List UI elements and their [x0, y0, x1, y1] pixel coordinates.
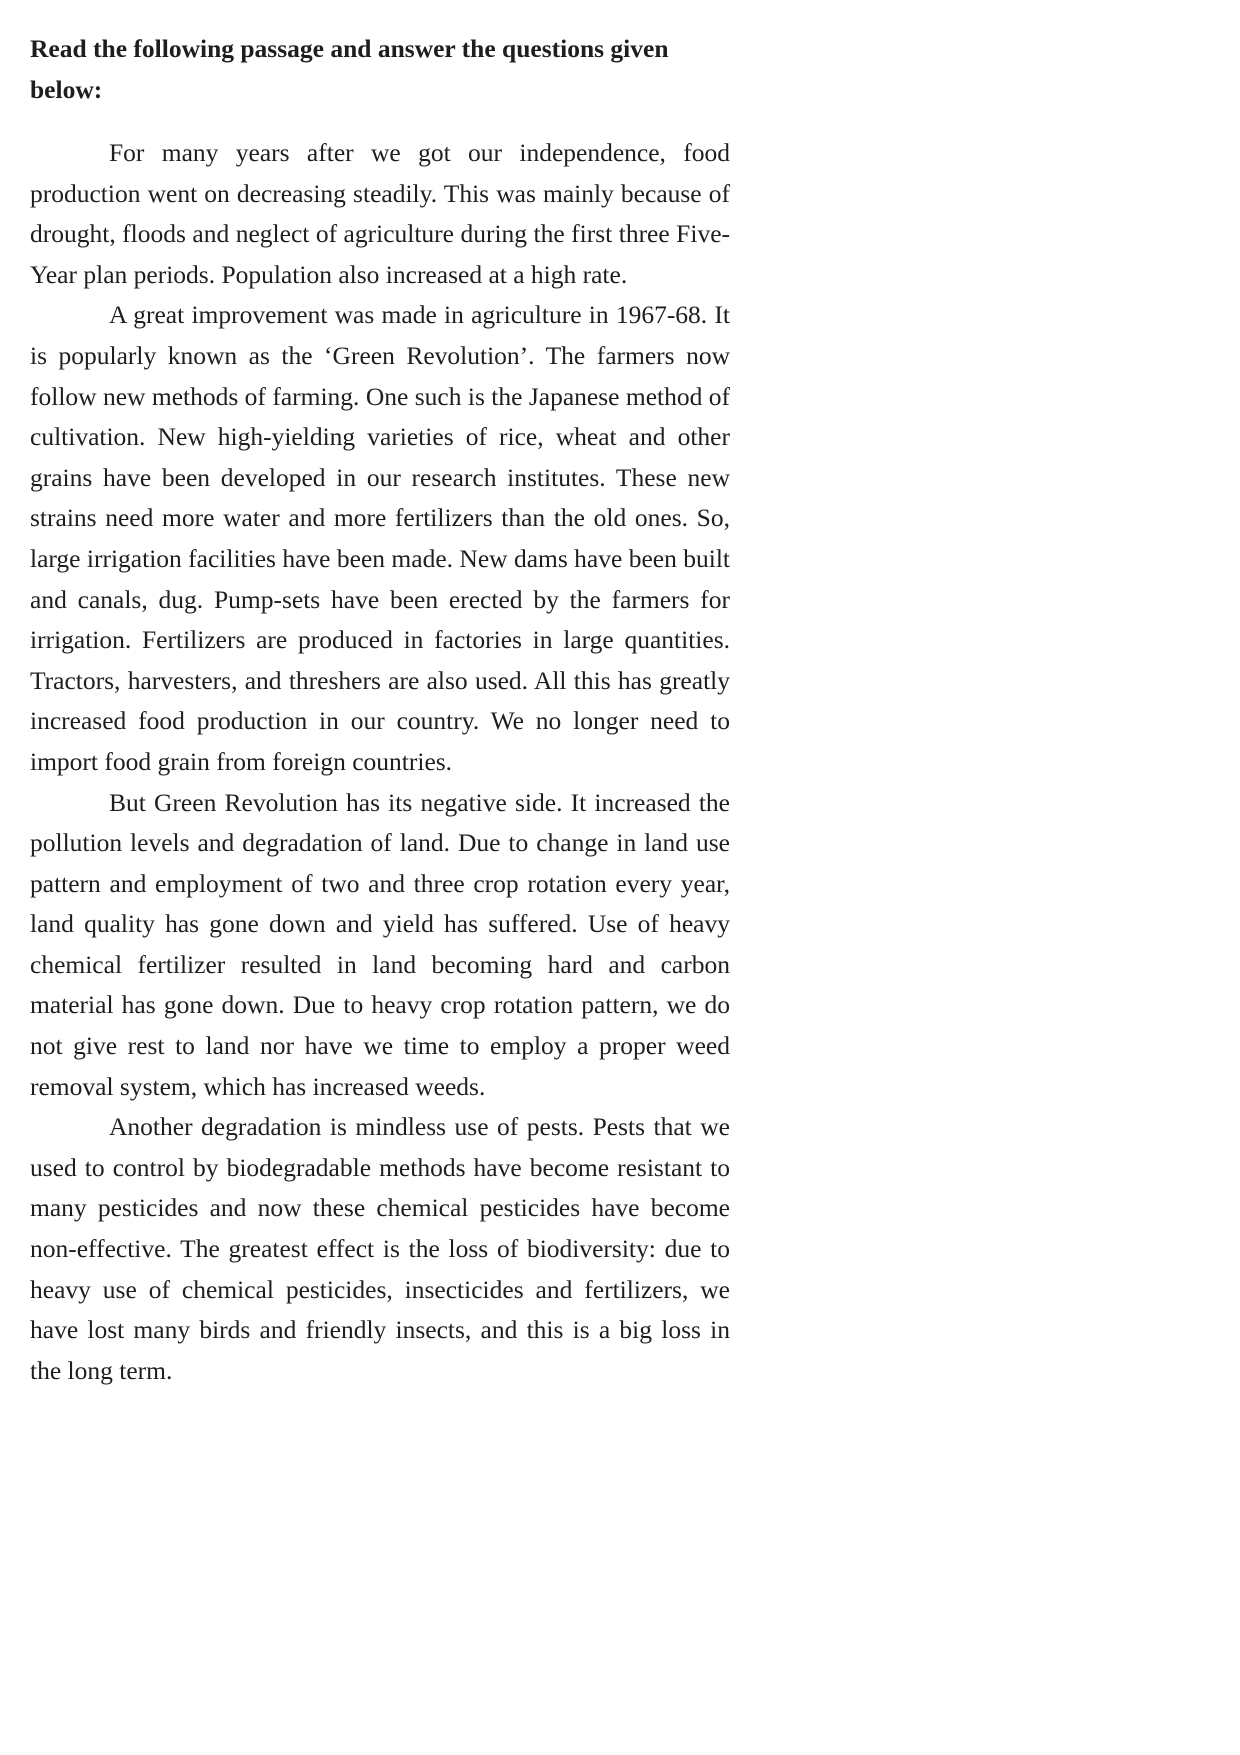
paragraph-4: Another degradation is mindless use of pests. Pests that we used to control by biodegradable methods have become resistant to many pesticides and now these chemical pesticides have become non-effective. The greatest effect is the loss of biodiversity: due to heavy use of chemical pesticides, insecticides and fertilizers, we have lost many birds and friendly insects, and this is a big loss in the long term.: [30, 1112, 730, 1385]
passage-page: [30, 28, 730, 1391]
instruction-heading: Read the following passage and answer the questions given below:: [30, 34, 669, 104]
paragraph-1: For many years after we got our independence, food production went on decreasing steadily. This was mainly because of drought, floods and neglect of agriculture during the first three Five-Year plan periods. Population also increased at a high rate.: [30, 138, 730, 289]
paragraph-2: A great improvement was made in agriculture in 1967-68. It is popularly known as the ‘Green Revolution’. The farmers now follow new methods of farming. One such is the Japanese method of cultivation. New high-yielding varieties of rice, wheat and other grains have been developed in our research institutes. These new strains need more water and more fertilizers than the old ones. So, large irrigation facilities have been made. New dams have been built and canals, dug. Pump-sets have been erected by the farmers for irrigation. Fertilizers are produced in factories in large quantities. Tractors, harvesters, and threshers are also used. All this has greatly increased food production in our country. We no longer need to import food grain from foreign countries.: [30, 300, 730, 776]
paragraph-3: But Green Revolution has its negative side. It increased the pollution levels and degradation of land. Due to change in land use pattern and employment of two and three crop rotation every year, land quality has gone down and yield has suffered. Use of heavy chemical fertilizer resulted in land becoming hard and carbon material has gone down. Due to heavy crop rotation pattern, we do not give rest to land nor have we time to employ a proper weed removal system, which has increased weeds.: [30, 787, 730, 1101]
passage-body: [30, 133, 730, 1391]
